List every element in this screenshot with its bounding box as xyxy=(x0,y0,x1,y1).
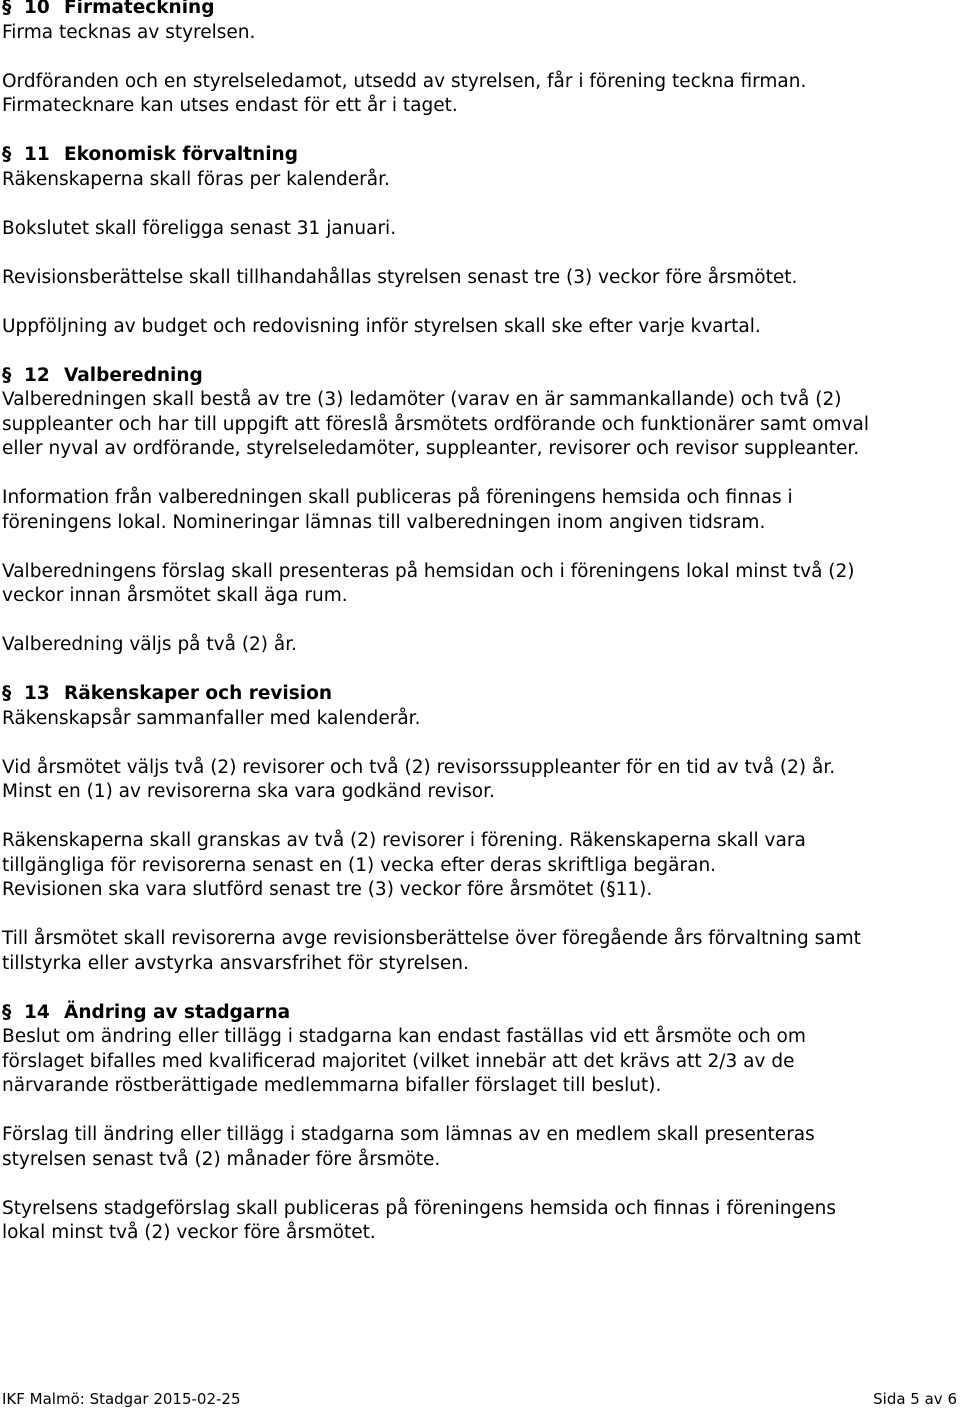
section-number: 14 xyxy=(24,1001,50,1023)
paragraph xyxy=(2,1197,952,1246)
section-title: Valberedning xyxy=(64,364,203,386)
paragraph-sign-symbol: § xyxy=(2,144,12,165)
section-heading xyxy=(2,0,952,21)
paragraph xyxy=(2,70,952,119)
text-line: tillstyrka eller avstyrka ansvarsfrihet för styrelsen. xyxy=(2,952,469,974)
text-line: Valberedningen skall bestå av tre (3) ledamöter (varav en är sammankallande) och två (2) xyxy=(2,389,842,410)
text-line: föreningens lokal. Nomineringar lämnas till valberedningen inom angiven tidsram. xyxy=(2,511,766,533)
footer-document-title: IKF Malmö: Stadgar 2015-02-25 xyxy=(2,1390,241,1408)
text-line: Uppföljning av budget och redovisning inför styrelsen skall ske efter varje kvartal. xyxy=(2,315,761,337)
section-gap xyxy=(2,119,952,144)
text-line: Valberedning väljs på två (2) år. xyxy=(2,634,298,655)
section-11 xyxy=(2,143,952,339)
text-line: Ordföranden och en styrelseledamot, utsedd av styrelsen, får i förening teckna firman. xyxy=(2,70,807,92)
section-12 xyxy=(2,364,952,658)
section-number: 12 xyxy=(24,364,50,386)
text-line: Revisionsberättelse skall tillhandahållas styrelsen senast tre (3) veckor före årsmötet. xyxy=(2,266,798,288)
paragraph xyxy=(2,829,952,903)
section-title: Ekonomisk förvaltning xyxy=(64,144,298,165)
paragraph xyxy=(2,266,952,291)
text-line: Styrelsens stadgeförslag skall publiceras på föreningens hemsida och finnas i föreningens xyxy=(2,1197,836,1219)
text-line: tillgängliga för revisorerna senast en (1) vecka efter deras skriftliga begäran. xyxy=(2,854,717,876)
text-line: närvarande röstberättigade medlemmarna bifaller förslaget till beslut). xyxy=(2,1075,662,1096)
section-title: Firmateckning xyxy=(64,0,215,18)
text-line: Räkenskaperna skall granskas av två (2) revisorer i förening. Räkenskaperna skall vara xyxy=(2,830,806,851)
paragraph xyxy=(2,560,952,609)
section-14 xyxy=(2,1001,952,1246)
footer-page-number: Sida 5 av 6 xyxy=(873,1390,957,1408)
section-number: 11 xyxy=(24,144,50,165)
text-line: Till årsmötet skall revisorerna avge revisionsberättelse över föregående års förvaltning samt xyxy=(2,928,861,949)
section-title: Ändring av stadgarna xyxy=(64,1001,291,1023)
section-heading xyxy=(2,682,952,707)
paragraph xyxy=(2,217,952,242)
text-line: Valberedningens förslag skall presenteras på hemsidan och i föreningens lokal minst två (2) xyxy=(2,560,855,582)
paragraph xyxy=(2,756,952,805)
paragraph-sign-symbol: § xyxy=(2,1001,12,1023)
text-line: Firma tecknas av styrelsen. xyxy=(2,21,256,43)
section-10 xyxy=(2,0,952,119)
paragraph xyxy=(2,168,952,193)
paragraph xyxy=(2,633,952,658)
paragraph xyxy=(2,388,952,462)
section-gap xyxy=(2,339,952,364)
paragraph-sign-symbol: § xyxy=(2,364,12,386)
paragraph xyxy=(2,1025,952,1099)
text-line: Bokslutet skall föreligga senast 31 januari. xyxy=(2,217,397,239)
paragraph xyxy=(2,486,952,535)
paragraph-sign-symbol: § xyxy=(2,683,12,704)
section-number: 10 xyxy=(24,0,50,18)
section-heading xyxy=(2,143,952,168)
section-heading xyxy=(2,364,952,389)
page-footer xyxy=(2,1390,957,1408)
text-line: Minst en (1) av revisorerna ska vara godkänd revisor. xyxy=(2,781,495,802)
text-line: styrelsen senast två (2) månader före årsmöte. xyxy=(2,1148,441,1170)
paragraph xyxy=(2,1123,952,1172)
text-line: Revisionen ska vara slutförd senast tre (3) veckor före årsmötet (§11). xyxy=(2,879,653,900)
text-line: Räkenskaperna skall föras per kalenderår. xyxy=(2,168,390,190)
section-gap xyxy=(2,658,952,683)
text-line: Räkenskapsår sammanfaller med kalenderår. xyxy=(2,707,421,729)
text-line: Information från valberedningen skall publiceras på föreningens hemsida och finnas i xyxy=(2,487,793,508)
section-gap xyxy=(2,976,952,1001)
text-line: suppleanter och har till uppgift att föreslå årsmötets ordförande och funktionärer samt omval xyxy=(2,413,869,435)
document-body xyxy=(2,0,952,1246)
paragraph xyxy=(2,21,952,46)
section-number: 13 xyxy=(24,683,50,704)
paragraph xyxy=(2,315,952,340)
text-line: eller nyval av ordförande, styrelseledamöter, suppleanter, revisorer och revisor suppleanter. xyxy=(2,438,860,459)
text-line: förslaget bifalles med kvalificerad majoritet (vilket innebär att det krävs att 2/3 av de xyxy=(2,1050,795,1072)
text-line: Firmatecknare kan utses endast för ett år i taget. xyxy=(2,95,458,116)
text-line: Förslag till ändring eller tillägg i stadgarna som lämnas av en medlem skall presenteras xyxy=(2,1124,815,1145)
section-heading xyxy=(2,1001,952,1026)
section-title: Räkenskaper och revision xyxy=(64,683,332,704)
paragraph xyxy=(2,707,952,732)
paragraph-sign-symbol: § xyxy=(2,0,12,18)
text-line: Beslut om ändring eller tillägg i stadgarna kan endast faställas vid ett årsmöte och om xyxy=(2,1026,806,1047)
text-line: Vid årsmötet väljs två (2) revisorer och två (2) revisorssuppleanter för en tid av två (2) år. xyxy=(2,756,836,778)
text-line: veckor innan årsmötet skall äga rum. xyxy=(2,585,348,606)
text-line: lokal minst två (2) veckor före årsmötet. xyxy=(2,1222,376,1243)
section-13 xyxy=(2,682,952,976)
paragraph xyxy=(2,927,952,976)
